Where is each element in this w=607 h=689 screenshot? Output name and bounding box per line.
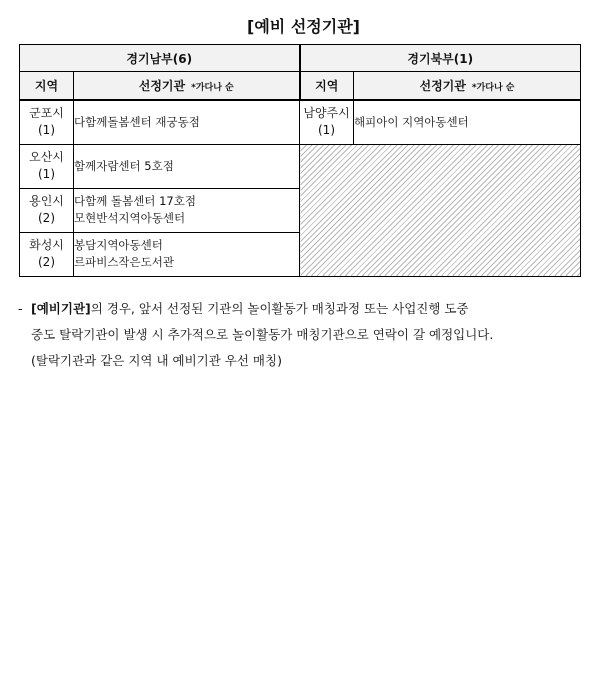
institution-name: 함께자람센터 5호점: [74, 158, 174, 173]
region-count: (1): [38, 167, 55, 181]
notice-highlight: [예비기관]: [31, 301, 91, 316]
column-header-sort-note: *가다나 순: [471, 83, 515, 93]
region-cell: [20, 188, 74, 232]
institution-cell: [74, 144, 300, 188]
column-header-region-north: 지역: [300, 72, 354, 101]
region-count: (2): [38, 211, 55, 225]
institution-cell: [74, 100, 300, 144]
column-header-institution-label: 선정기관: [138, 79, 186, 93]
region-name: 용인시: [29, 194, 64, 208]
region-name: 군포시: [29, 106, 64, 121]
institution-name: 봉담지역아동센터: [74, 238, 163, 252]
region-cell: [20, 100, 74, 144]
region-count: (1): [318, 123, 335, 138]
notice-line-2: 중도 탈락기관이 발생 시 추가적으로 놀이활동가 매칭기관으로 연락이 갈 예정입니다.: [31, 327, 494, 342]
region-name: 남양주시: [303, 106, 350, 121]
region-name: 화성시: [29, 238, 64, 252]
notice-line-1: [18, 296, 603, 322]
group-header-south: 경기남부(6): [20, 45, 300, 72]
region-count: (1): [38, 123, 55, 138]
column-header-sort-note: *가다나 순: [191, 83, 234, 93]
empty-hatched-area: [300, 144, 581, 276]
reserve-institutions-table: [19, 44, 581, 277]
notice-text: 의 경우, 앞서 선정된 기관의 놀이활동가 매칭과정 또는 사업진행 도중: [90, 301, 469, 316]
section-title: [예비 선정기관]: [247, 17, 360, 36]
group-header-north: 경기북부(1): [300, 45, 581, 72]
column-header-region-south: 지역: [20, 72, 74, 101]
column-header-institution-north: [354, 72, 581, 101]
institution-name: 르파비스작은도서관: [74, 255, 174, 269]
institution-cell: [354, 100, 581, 144]
notice-line-3: (탈락기관과 같은 지역 내 예비기관 우선 매칭): [31, 353, 282, 368]
region-cell: [20, 232, 74, 276]
region-cell: [20, 144, 74, 188]
table-row: [20, 144, 581, 188]
institution-cell: [74, 232, 300, 276]
notice-paragraph: [18, 296, 603, 374]
notice-bullet: -: [18, 301, 23, 316]
region-count: (2): [38, 255, 55, 269]
institution-cell: [74, 188, 300, 232]
institution-name: 다함께돌봄센터 재궁동점: [74, 114, 200, 129]
region-cell: [300, 100, 354, 144]
table-row: [20, 100, 581, 144]
institution-name: 다함께 돌봄센터 17호점: [74, 194, 196, 208]
column-header-institution-south: [74, 72, 300, 101]
region-name: 오산시: [29, 150, 64, 164]
institution-name: 모현반석지역아동센터: [74, 211, 186, 225]
column-header-institution-label: 선정기관: [419, 79, 466, 93]
institution-name: 해피아이 지역아동센터: [354, 114, 469, 129]
